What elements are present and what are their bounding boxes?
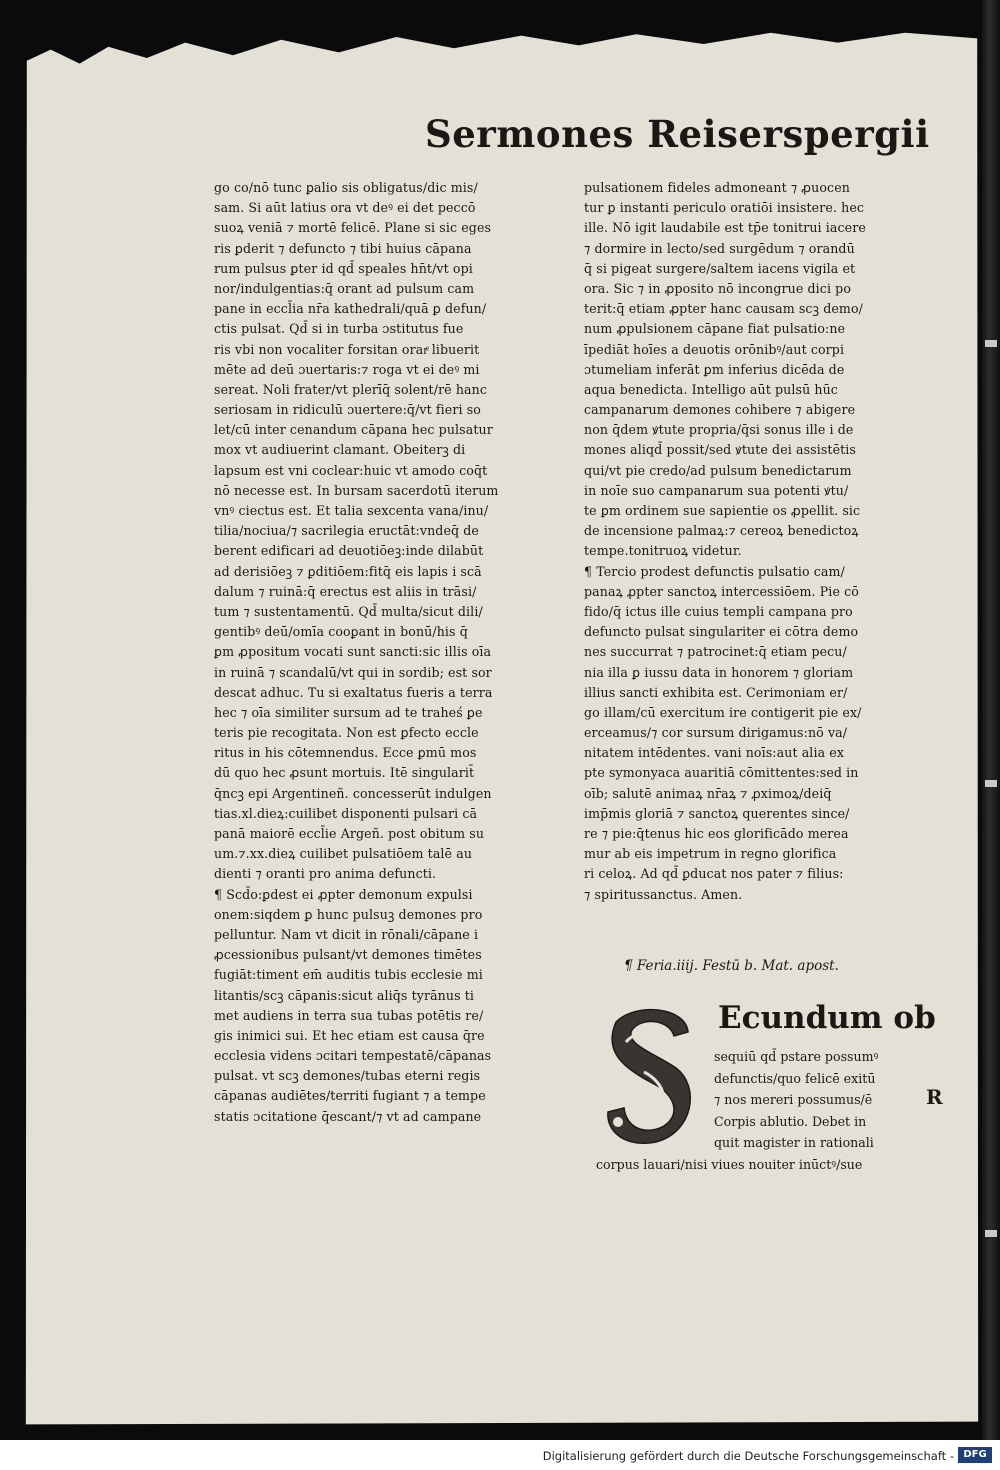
text-line: onem:siqdem ꝑ hunc pulsuꝫ demones pro [214,906,483,922]
text-line: num ꝓpulsionem cāpane fiat pulsatio:ne [584,321,846,337]
text-line: tias.xl.dieꝝ:cuilibet disponenti pulsari cā [214,805,478,821]
text-line: nor/indulgentias:q̄ orant ad pulsum cam [214,280,475,296]
text-line: go co/nō tunc ꝑalio sis obligatus/dic mis/ [214,180,478,195]
text-line: corpus lauari/nisi viues nouiter inūctꝰ/sue [596,1157,863,1172]
text-line: tilia/nociua/⁊ sacrilegia eructāt:vndeq̄ de [214,523,479,539]
text-line: sequiū qd̄ pstare possumꝰ [714,1049,879,1064]
text-line: fido/q̄ ictus ille cuius templi campana pro [584,603,853,619]
text-line: pelluntur. Nam vt dicit in rōnali/cāpane i [214,926,479,942]
text-column-left [214,178,574,1127]
decorated-initial-s [596,1002,706,1152]
text-line: gentibꝰ deū/omīa cooꝑant in bonū/his q̄ [214,624,468,640]
text-line: ⁊ spiritussanctus. Amen. [584,886,743,902]
text-line: panaꝝ ꝓpter sanctoꝝ intercessiōem. Pie cō [584,583,859,599]
text-line: campanarum demones cohibere ⁊ abigere [584,402,856,418]
text-line: litantis/scꝫ cāpanis:sicut aliq̄s tyrānus ti [214,987,475,1003]
text-line: imp̄mis gloriā ⁊ sanctoꝝ querentes since/ [584,805,850,821]
text-line: teris pie recogitata. Non est ꝑfecto eccle [214,725,479,741]
text-line: nō necesse est. In bursam sacerdotū iterum [214,482,499,498]
text-line: rum pulsus ꝑter id qd̄ speales hn̄t/vt opi [214,260,473,276]
text-line: non q̄dem ꝟtute propria/q̄si sonus ille i de [584,422,854,438]
text-line: statis ɔcitatione q̄escant/⁊ vt ad campane [214,1108,482,1124]
text-line: panā maiorē eccl̄ie Argeñ. post obitum su [214,826,485,841]
text-line: dū quo hec ꝓsunt mortuis. Itē singularit̄ [214,765,475,781]
text-line: ora. Sic ⁊ in ꝓposito nō incongrue dici po [584,280,852,296]
text-line: erceamus/⁊ cor sursum dirigamus:nō va/ [584,725,848,741]
text-line: seriosam in ridiculū ɔuertere:q̄/vt fieri so [214,402,481,418]
text-line: nes succurrat ⁊ patrocinet:q̄ etiam pecu/ [584,644,847,660]
text-line: q̄ si pigeat surgere/saltem iacens vigila et [584,260,856,276]
text-line: vnꝰ ciectus est. Et talia sexcenta vana/inu/ [214,503,489,518]
text-line: dienti ⁊ oranti pro anima defuncti. [214,866,437,882]
initial-letter: S [596,1002,597,1003]
text-line: pte symonyaca auaritiā cōmittentes:sed in [584,765,859,781]
text-line: suoꝝ veniā ⁊ mortē felicē. Plane si sic eges [214,220,492,236]
text-line: ¶ Scd̄o:ꝑdest ei ꝓpter demonum expulsi [214,886,473,902]
text-column-right [584,178,944,905]
text-line: hec ⁊ oīa similiter sursum ad te traheś ꝑe [214,704,483,720]
text-line: sam. Si aūt latius ora vt deꝰ ei det peccō [214,200,476,216]
text-line: īpediāt hoīes a deuotis orōnibꝰ/aut corpi [584,341,845,357]
text-line: pulsationem fideles admoneant ⁊ ꝓuocen [584,180,850,195]
text-line: pane in eccl̄ia nr̄a kathedrali/quā ꝑ defun/ [214,301,487,317]
text-line: ctis pulsat. Qd̄ si in turba ɔstitutus fue [214,321,464,337]
text-line: mones aliqd̄ possit/sed ꝟtute dei assistētis [584,442,856,458]
text-line: um.⁊.xx.dieꝝ cuilibet pulsatiōem talē au [214,846,473,862]
text-line: pulsat. vt scꝫ demones/tubas eterni regis [214,1068,481,1084]
text-line: gis inimici sui. Et hec etiam est causa q̄re [214,1027,485,1043]
edge-mark [985,1230,997,1237]
text-line: mox vt audiuerint clamant. Obeiterꝫ di [214,442,466,458]
section-heading: ¶ Feria.iiij. Festū b. Mat. apost. [624,958,839,974]
text-line: ri celoꝝ. Ad qd̄ ꝑducat nos pater ⁊ filius: [584,866,844,882]
text-line: q̄ncꝫ epi Argentineñ. concesserūt indulgen [214,785,492,801]
text-line: mēte ad deū ɔuertaris:⁊ roga vt ei deꝰ mi [214,361,480,377]
text-line: te ꝑm ordinem sue sapientie os ꝓpellit. sic [584,503,861,518]
text-line: tempe.tonitruoꝝ videtur. [584,543,742,559]
opening-word: Ecundum ob [718,1000,936,1036]
text-line: go illam/cū exercitum ire contigerit pie ex/ [584,704,862,720]
text-line: ris ꝑderit ⁊ defuncto ⁊ tibi huius cāpana [214,240,472,256]
text-line: in ruinā ⁊ scandalū/vt qui in sordib; est sor [214,664,492,680]
initial-wrapped-lines [714,1046,954,1154]
footer-bar [0,1440,1000,1470]
dfg-logo: DFG [958,1447,992,1463]
text-line: re ⁊ pie:q̄tenus hic eos glorificādo merea [584,826,849,841]
text-line: met audiens in terra sua tubas potētis re/ [214,1007,484,1023]
text-line: Corpis ablutio. Debet in [714,1113,867,1129]
text-line: defuncto pulsat singulariter ei cōtra demo [584,624,859,640]
margin-letter: R [926,1085,943,1109]
text-line: illius sancti exhibita est. Cerimoniam er/ [584,684,848,700]
text-line: tur ꝑ instanti periculo oratiōi insistere. hec [584,200,865,216]
text-line: quit magister in rationali [714,1135,874,1150]
edge-mark [985,780,997,787]
text-line: ille. Nō igit laudabile est tp̄e tonitrui iacere [584,220,866,236]
text-line: descat adhuc. Tu si exaltatus fueris a terra [214,684,493,700]
text-line: defunctis/quo felicē exitū [714,1070,876,1086]
text-line: cāpanas audiētes/territi fugiant ⁊ a tempe [214,1088,486,1104]
text-line: ad derisiōeꝫ ⁊ ꝑditiōem:fitq̄ eis lapis i scā [214,563,482,579]
text-line: ris vbi non vocaliter forsitan orarͤ libuerit [214,341,480,357]
text-line: terit:q̄ etiam ꝓpter hanc causam scꝫ demo/ [584,301,863,317]
edge-mark [985,340,997,347]
text-line: dalum ⁊ ruinā:q̄ erectus est aliis in trāsi/ [214,583,477,599]
text-line: nitatem intēdentes. vani noīs:aut alia ex [584,745,845,761]
text-line: ꝑm ꝓpositum vocati sunt sancti:sic illis oīa [214,644,492,660]
text-line: nia illa ꝑ iussu data in honorem ⁊ gloriam [584,664,854,680]
digitization-credit: Digitalisierung gefördert durch die Deutsche Forschungsgemeinschaft - [542,1449,954,1463]
scan-edge-band [982,0,1000,1470]
text-line: ꝓcessionibus pulsant/vt demones timētes [214,947,482,963]
text-line: in noīe suo campanarum sua potenti ꝟtu/ [584,482,849,498]
text-line: berent edificari ad deuotiōeꝫ:inde dilabūt [214,543,484,559]
text-line: oīb; salutē animaꝝ nr̄aꝝ ⁊ ꝓximoꝝ/deiq̄ [584,785,832,801]
text-line: lapsum est vni coclear:huic vt amodo coq̄t [214,462,488,478]
text-line: ritus in his cōtemnendus. Ecce ꝑmū mos [214,745,477,761]
text-line: ⁊ dormire in lecto/sed surgēdum ⁊ orandū [584,240,855,256]
text-line: ecclesia videns ɔcitari tempestatē/cāpanas [214,1048,492,1064]
text-line: ¶ Tercio prodest defunctis pulsatio cam/ [584,563,845,579]
text-line: ⁊ nos mereri possumus/ē [714,1092,873,1107]
text-line: ɔtumeliam inferāt ꝑm inferius dicēda de [584,361,845,377]
text-line: tum ⁊ sustentamentū. Qd̄ multa/sicut dili/ [214,603,483,619]
text-line: sereat. Noli frater/vt plerīq̄ solent/rē hanc [214,381,488,397]
text-line: de incensione palmaꝝ:⁊ cereoꝝ benedictoꝝ [584,523,859,539]
text-line: mur ab eis impetrum in regno glorifica [584,846,837,862]
text-line: fugiāt:timent em̄ auditis tubis ecclesie mi [214,967,483,983]
text-line: aqua benedicta. Intelligo aūt pulsū hūc [584,381,838,397]
text-line: let/cū inter cenandum cāpana hec pulsatur [214,422,493,438]
text-line: qui/vt pie credo/ad pulsum benedictarum [584,462,852,478]
closing-lines [596,1154,956,1176]
running-head: Sermones Reiserspergii [425,112,930,156]
